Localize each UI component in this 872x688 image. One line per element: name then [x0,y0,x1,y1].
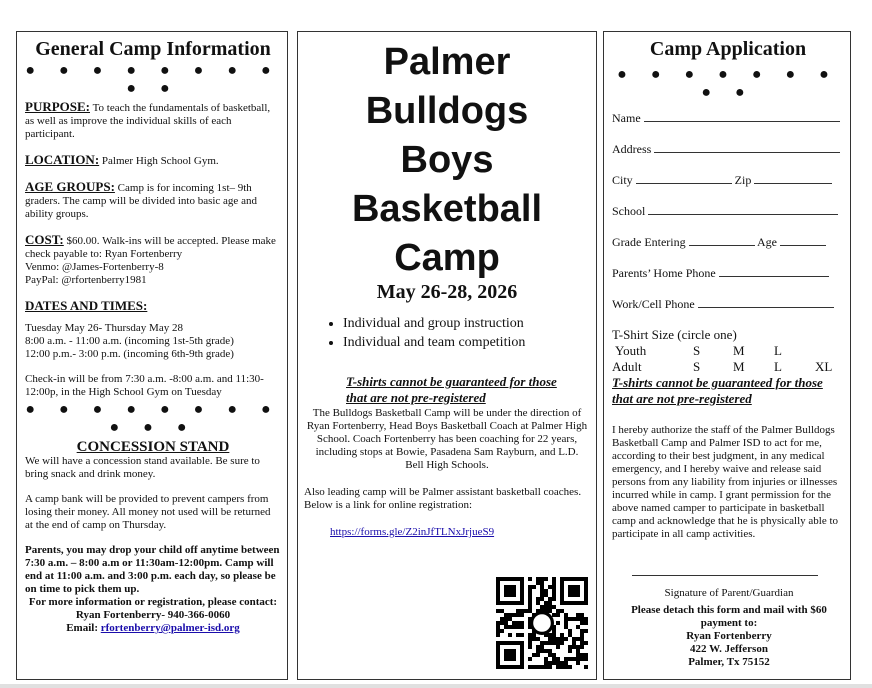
name-label: Name [612,111,641,125]
zip-label: Zip [734,173,752,187]
work-phone-label: Work/Cell Phone [612,297,695,311]
grade-line[interactable] [689,234,755,246]
dot-divider: ● ● ● ● ● ● ● ● ● [617,66,839,101]
email-label: Email: [66,622,101,634]
size-option[interactable]: L [774,343,782,358]
school-label: School [612,204,646,218]
qr-code-icon [496,577,588,669]
page-bottom-edge [0,684,872,688]
address-label: Address [612,142,652,156]
registration-link[interactable]: https://forms.gle/Z2inJfTLNxJrjueS9 [330,526,495,538]
age-label: Age [756,235,777,249]
title-line: Basketball [351,188,543,230]
mail-address: 422 W. Jefferson [690,643,768,655]
size-option[interactable]: XL [815,359,833,374]
general-info-panel [16,31,288,680]
name-field[interactable] [612,110,840,125]
location-text: Palmer High School Gym. [101,155,219,167]
camp-title [298,38,596,283]
title-line: Palmer [383,41,511,83]
age-groups-section [25,180,281,221]
signature-label: Signature of Parent/Guardian [664,587,794,599]
name-line[interactable] [644,110,840,122]
adult-size-row [612,359,844,375]
work-phone-field[interactable] [612,296,834,311]
parents-phone-field[interactable] [612,265,829,280]
concession-text: We will have a concession stand available. Be sure to bring snack and drink money. [25,455,260,480]
camp-bank-text: A camp bank will be provided to prevent campers from losing their money. All money not used will be returned at the end of camp on Thursday. [25,493,271,531]
size-option[interactable]: S [693,343,701,358]
title-line: Bulldogs [365,90,529,132]
dates-section [25,299,281,361]
dates-line: 8:00 a.m. - 11:00 a.m. (incoming 1st-5th grade) [25,335,234,347]
mail-name: Ryan Fortenberry [686,630,772,642]
parents-dropoff-text: Parents, you may drop your child off anytime between 7:30 a.m. – 8:00 a.m or 11:30am-12:00pm. Camp will end at 11:00 a.m. and 3:00 p.m. each day, so please be on time to pick them up. [25,544,280,595]
age-groups-text: Camp is for incoming 1st– 9th graders. The camp will be divided into basic age and ability groups. [25,182,257,220]
contact-line: For more information or registration, please contact: [28,596,278,608]
address-line[interactable] [654,141,840,153]
application-panel [603,31,851,680]
contact-email-row [25,622,281,635]
feature-item: • Individual and team competition [343,333,596,352]
mailing-instructions [612,604,846,669]
venmo-text: Venmo: @James-Fortenberry-8 [25,261,164,273]
parents-phone-label: Parents’ Home Phone [612,266,716,280]
address-field[interactable] [612,141,840,156]
size-option[interactable]: L [774,359,782,374]
dot-divider: ● ● ● ● ● ● ● ● ● ● ● [25,401,281,436]
feature-item: • Individual and group instruction [343,314,596,333]
paypal-text: PayPal: @rfortenberry1981 [25,274,147,286]
work-phone-line[interactable] [698,296,834,308]
tshirt-note: T-shirts cannot be guaranteed for those that are not pre-registered [346,374,557,405]
dates-line: Tuesday May 26- Thursday May 28 [25,322,183,334]
cost-heading: COST: [25,232,64,247]
contact-name-phone: Ryan Fortenberry- 940-366-0060 [75,609,231,621]
size-option[interactable]: M [733,359,745,374]
title-line: Boys [400,139,494,181]
mail-city: Palmer, Tx 75152 [688,656,770,668]
grade-label: Grade Entering [612,235,686,249]
director-text: The Bulldogs Basketball Camp will be under the direction of Ryan Fortenberry, Head Boys Basketball Coach at Palmer High School. Coach Fortenberry has been coaching for 22 years, including stops at Bowie, Pasadena Sam Rayburn, and L.D. Bell High Schools. [306,407,588,471]
cost-text: $60.00. Walk-ins will be accepted. Please make check payable to: Ryan Fortenberry [25,235,276,260]
email-link[interactable]: rfortenberry@palmer-isd.org [100,622,240,634]
dot-divider: ● ● ● ● ● ● ● ● ● ● [25,62,281,97]
adult-label: Adult [612,359,642,374]
location-heading: LOCATION: [25,152,100,167]
general-info-title: General Camp Information [35,38,271,60]
dates-heading: DATES AND TIMES: [25,298,148,313]
camp-date: May 26-28, 2026 [376,281,518,303]
parents-phone-line[interactable] [719,265,829,277]
title-line: Camp [394,237,500,279]
city-line[interactable] [636,172,732,184]
tshirt-size-label: T-Shirt Size (circle one) [612,327,737,342]
size-option[interactable]: S [693,359,701,374]
concession-heading: CONCESSION STAND [76,439,230,455]
school-field[interactable] [612,203,838,218]
tshirt-note: T-shirts cannot be guaranteed for those that are not pre-registered [612,375,823,406]
application-title: Camp Application [649,38,807,60]
grade-age-field[interactable] [612,234,826,249]
mail-instruction: Please detach this form and mail with $60 payment to: [631,604,827,629]
feature-list [298,314,596,352]
purpose-section [25,100,281,141]
purpose-heading: PURPOSE: [25,99,90,114]
youth-label: Youth [615,343,647,358]
city-label: City [612,173,633,187]
camp-title-panel [297,31,597,680]
age-groups-heading: AGE GROUPS: [25,179,115,194]
tshirt-size-section [612,327,844,407]
cost-section [25,233,281,287]
coaches-text: Also leading camp will be Palmer assistant basketball coaches. Below is a link for online registration: [304,486,582,511]
purpose-text: To teach the fundamentals of basketball, as well as improve the individual skills of each participant. [25,102,271,140]
youth-size-row [612,343,844,359]
age-line[interactable] [780,234,826,246]
dates-line: 12:00 p.m.- 3:00 p.m. (incoming 6th-9th grade) [25,348,234,360]
authorization-text: I hereby authorize the staff of the Palmer Bulldogs Basketball Camp and Palmer ISD to act for me, according to their best judgment, in any medical emergency, and I hereby waive and release said persons from any liability from injuries or illnesses incurred while in camp. I grant permission for the above named camper to participate in basketball camp and acknowledge that he is physically able to participate in all camp activities. [612,424,839,540]
checkin-text: Check-in will be from 7:30 a.m. -8:00 a.m. and 11:30-12:00p, in the High School Gym on Tuesday [25,373,264,398]
school-line[interactable] [648,203,838,215]
size-option[interactable]: M [733,343,745,358]
location-section [25,153,281,168]
city-zip-field[interactable] [612,172,832,187]
signature-line[interactable] [632,575,818,576]
zip-line[interactable] [754,172,832,184]
